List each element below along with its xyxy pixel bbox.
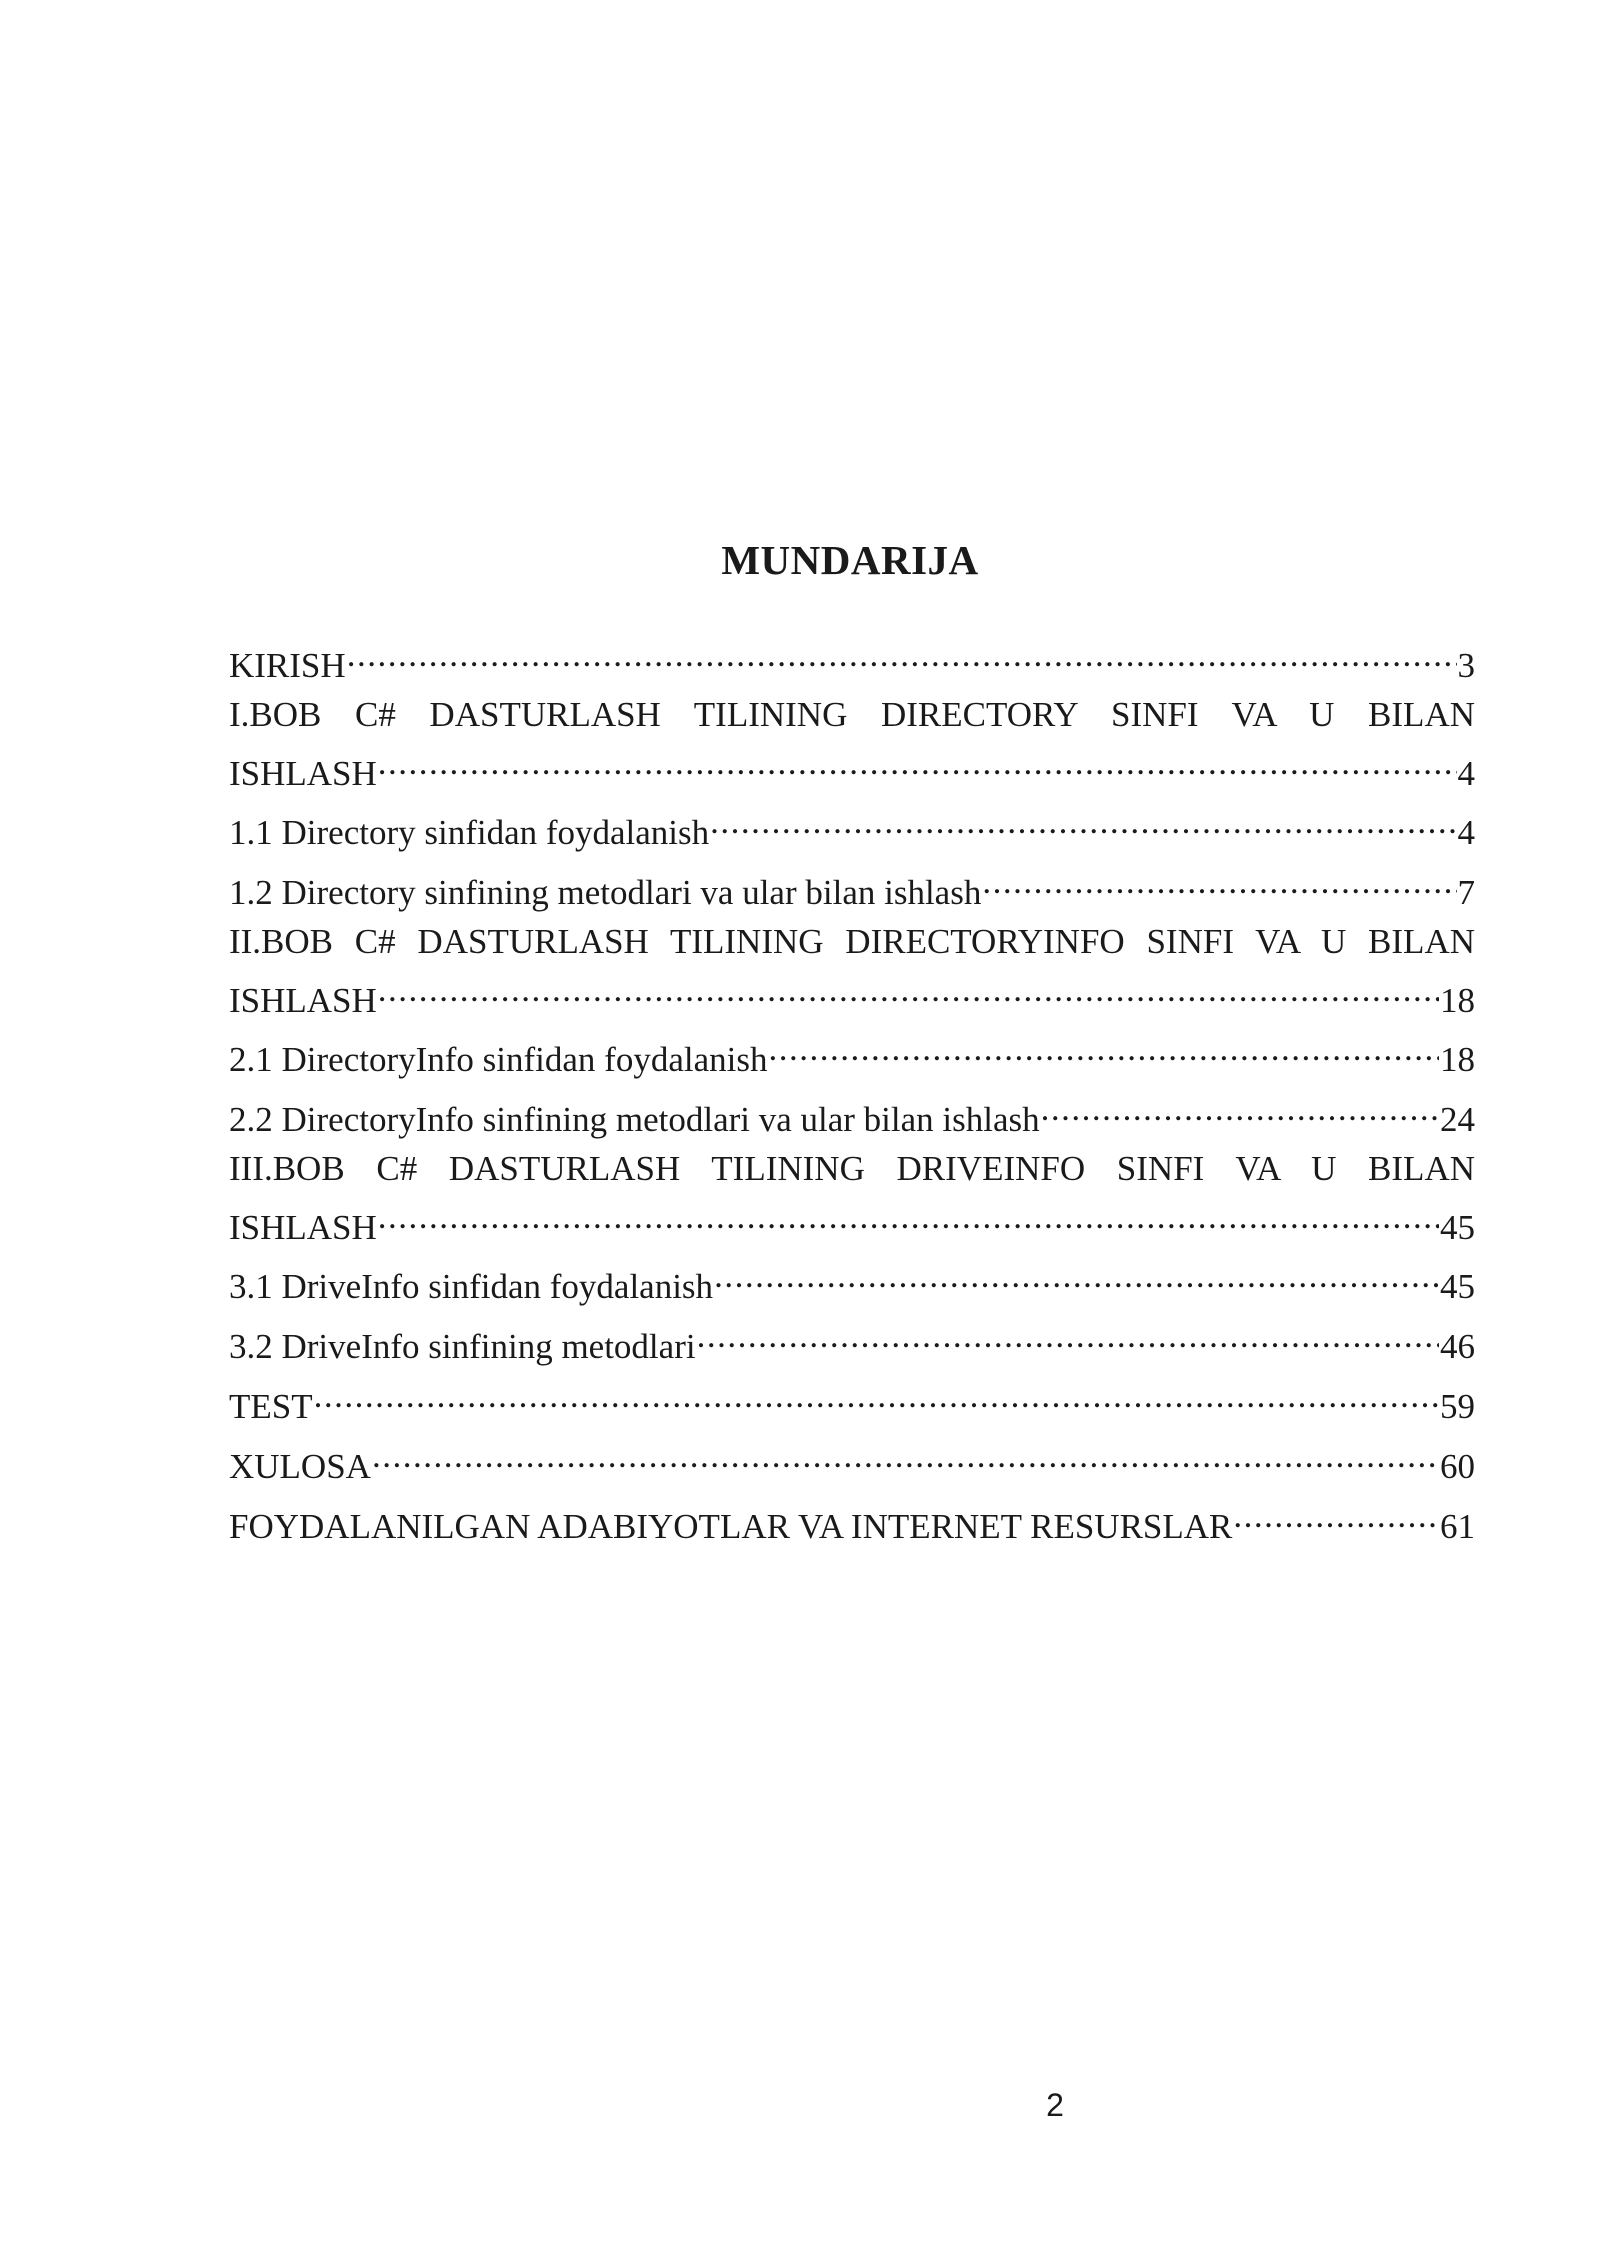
dot-leader [768, 1026, 1439, 1071]
toc-entry-1-2[interactable] [229, 859, 1475, 912]
toc-entry-text: FOYDALANILGAN ADABIYOTLAR VA INTERNET RESURSLAR [229, 1507, 1233, 1546]
toc-entry-heading: I.BOB C# DASTURLASH TILINING DIRECTORY SINFI VA U BILAN [229, 695, 1475, 734]
toc-entry-text: ISHLASH [229, 981, 377, 1020]
toc-entry-references[interactable] [229, 1493, 1475, 1546]
toc-entry-2-2[interactable] [229, 1086, 1475, 1139]
toc-entry-text: 3.1 DriveInfo sinfidan foydalanish [229, 1267, 714, 1306]
toc-entry-xulosa[interactable] [229, 1433, 1475, 1486]
toc-entry-page: 3 [1457, 646, 1475, 685]
dot-leader [710, 799, 1456, 844]
toc-entry-text: KIRISH [229, 646, 346, 685]
dot-leader [714, 1253, 1439, 1298]
toc-entry-text: TEST [229, 1387, 313, 1426]
toc-entry-text: ISHLASH [229, 1208, 377, 1247]
page-title: MUNDARIJA [721, 537, 979, 583]
dot-leader [982, 859, 1456, 904]
toc-entry-page: 18 [1440, 1040, 1475, 1079]
dot-leader [1233, 1493, 1439, 1538]
dot-leader [378, 1194, 1439, 1239]
toc-entry-chapter-2[interactable] [229, 919, 1475, 1020]
toc-entry-page: 4 [1457, 813, 1475, 852]
toc-entry-page: 45 [1440, 1267, 1475, 1306]
toc-entry-page: 18 [1440, 981, 1475, 1020]
toc-entry-test[interactable] [229, 1373, 1475, 1426]
dot-leader [697, 1313, 1439, 1358]
dot-leader [347, 632, 1457, 677]
toc-entry-page: 4 [1457, 754, 1475, 793]
toc-entry-page: 7 [1457, 873, 1475, 912]
toc-entry-1-1[interactable] [229, 799, 1475, 852]
toc-entry-page: 46 [1440, 1327, 1475, 1366]
toc-entry-text: 2.1 DirectoryInfo sinfidan foydalanish [229, 1040, 768, 1079]
toc-entry-3-1[interactable] [229, 1253, 1475, 1306]
toc-entry-chapter-1[interactable] [229, 692, 1475, 793]
toc-entry-page: 60 [1440, 1447, 1475, 1486]
toc-entry-heading: III.BOB C# DASTURLASH TILINING DRIVEINFO SINFI VA U BILAN [229, 1149, 1475, 1188]
toc-entry-chapter-3[interactable] [229, 1146, 1475, 1247]
toc-entry-text: ISHLASH [229, 754, 377, 793]
dot-leader [314, 1373, 1439, 1418]
dot-leader [372, 1433, 1439, 1478]
dot-leader [378, 967, 1439, 1012]
toc-entry-kirish[interactable] [229, 632, 1475, 685]
toc-entry-2-1[interactable] [229, 1026, 1475, 1079]
toc-entry-text: 1.1 Directory sinfidan foydalanish [229, 813, 710, 852]
toc-entry-text: 2.2 DirectoryInfo sinfining metodlari va ular bilan ishlash [229, 1100, 1040, 1139]
toc-entry-text: 1.2 Directory sinfining metodlari va ular bilan ishlash [229, 873, 982, 912]
toc-entry-page: 59 [1440, 1387, 1475, 1426]
toc-entry-3-2[interactable] [229, 1313, 1475, 1366]
table-of-contents [229, 632, 1475, 1553]
toc-entry-page: 45 [1440, 1208, 1475, 1247]
dot-leader [1041, 1086, 1439, 1131]
dot-leader [378, 740, 1457, 785]
toc-entry-page: 24 [1440, 1100, 1475, 1139]
toc-entry-page: 61 [1440, 1507, 1475, 1546]
toc-entry-text: 3.2 DriveInfo sinfining metodlari [229, 1327, 696, 1366]
toc-entry-text: XULOSA [229, 1447, 371, 1486]
page-number: 2 [1046, 2087, 1064, 2123]
toc-entry-heading: II.BOB C# DASTURLASH TILINING DIRECTORYINFO SINFI VA U BILAN [229, 922, 1475, 961]
